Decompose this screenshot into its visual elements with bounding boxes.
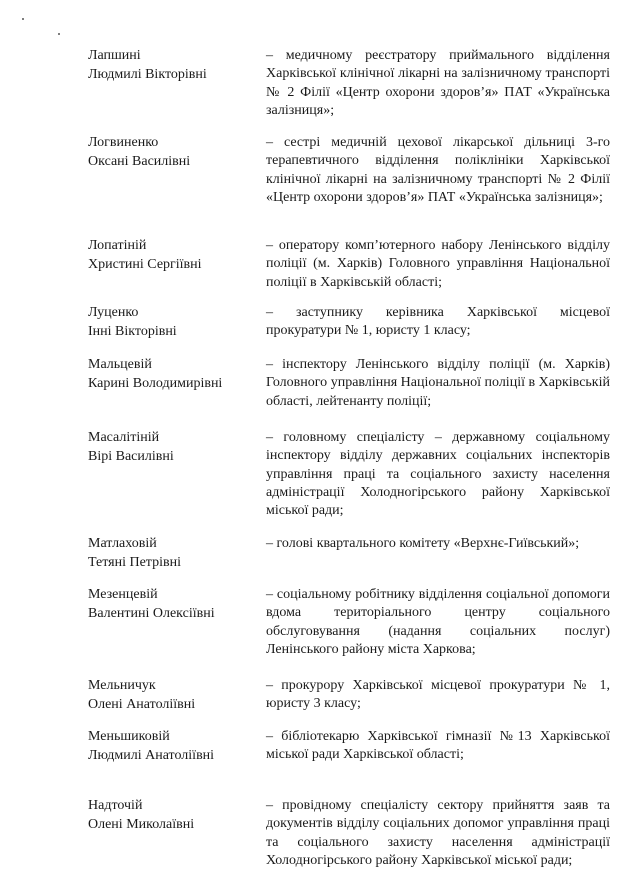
- recipient-name: [88, 728, 258, 765]
- surname: Мальцевій: [88, 357, 152, 372]
- surname: Луценко: [88, 305, 139, 320]
- recipient-name: [88, 304, 258, 341]
- surname: Надточій: [88, 798, 143, 813]
- given-names: Олені Анатоліївні: [88, 696, 196, 712]
- position-description: – прокурору Харківської місцевої прокуратури № 1, юристу 3 класу;: [266, 678, 610, 712]
- given-names: Валентині Олексіївні: [88, 605, 215, 621]
- surname: Меньшиковій: [88, 729, 170, 744]
- position-description: – сестрі медичній цехової лікарської дільниці 3-го терапевтичного відділення поліклініки Харківської клінічної лікарні на залізничному транспорті № 2 Філії «Центр охорони здоров’я» ПАТ «Українська залізниця»;: [266, 135, 610, 205]
- surname: Матлаховій: [88, 536, 157, 551]
- recipient-name: [88, 356, 258, 393]
- given-names: Інні Вікторівні: [88, 323, 177, 339]
- recipient-name: [88, 535, 258, 572]
- given-names: Христині Сергіївні: [88, 256, 202, 272]
- given-names: Олені Миколаївні: [88, 816, 195, 832]
- position-description: – оператору комп’ютерного набору Ленінського відділу поліції (м. Харків) Головного управління Національної поліції в Харківській області;: [266, 238, 610, 290]
- surname: Масалітіній: [88, 430, 160, 445]
- recipient-name: [88, 47, 258, 84]
- surname: Лопатіній: [88, 238, 147, 253]
- recipient-name: [88, 429, 258, 466]
- scan-speck: [58, 33, 60, 35]
- surname: Лапшині: [88, 48, 141, 63]
- position-description: – бібліотекарю Харківської гімназії №13 Харківської міської ради Харківської області;: [266, 729, 610, 763]
- position-description: – голові квартального комітету «Верхнє-Гиївський»;: [266, 536, 580, 551]
- given-names: Вірі Василівні: [88, 448, 174, 464]
- recipient-name: [88, 134, 258, 171]
- given-names: Оксані Василівні: [88, 153, 191, 169]
- recipient-name: [88, 797, 258, 834]
- position-description: – заступнику керівника Харківської місцевої прокуратури № 1, юристу 1 класу;: [266, 305, 610, 339]
- position-description: – головному спеціалісту – державному соціальному інспектору відділу державних соціальних інспекторів управління праці та соціального захисту населення адміністрації Холодногірського району Харківської міської ради;: [266, 430, 610, 519]
- position-description: – медичному реєстратору приймального відділення Харківської клінічної лікарні на залізничному транспорті № 2 Філії «Центр охорони здоров’я» ПАТ «Українська залізниця»;: [266, 48, 610, 118]
- position-description: – провідному спеціалісту сектору прийняття заяв та документів відділу соціальних допомог управління праці та соціального захисту населення адміністрації Холодногірського району Харківської міської ради;: [266, 798, 610, 868]
- surname: Логвиненко: [88, 135, 159, 150]
- given-names: Тетяні Петрівні: [88, 554, 181, 570]
- surname: Мельничук: [88, 678, 156, 693]
- position-description: – соціальному робітнику відділення соціальної допомоги вдома територіального центру соціального обслуговування (надання соціальних послуг) Ленінського району міста Харкова;: [266, 587, 610, 657]
- recipient-name: [88, 237, 258, 274]
- position-description: – інспектору Ленінського відділу поліції (м. Харків) Головного управління Національної поліції в Харківській області, лейтенанту поліції;: [266, 357, 610, 409]
- surname: Мезенцевій: [88, 587, 158, 602]
- given-names: Людмилі Анатоліївні: [88, 747, 215, 763]
- given-names: Карині Володимирівні: [88, 375, 223, 391]
- scan-speck: [22, 18, 24, 20]
- given-names: Людмилі Вікторівні: [88, 66, 207, 82]
- recipient-name: [88, 586, 258, 623]
- recipient-name: [88, 677, 258, 714]
